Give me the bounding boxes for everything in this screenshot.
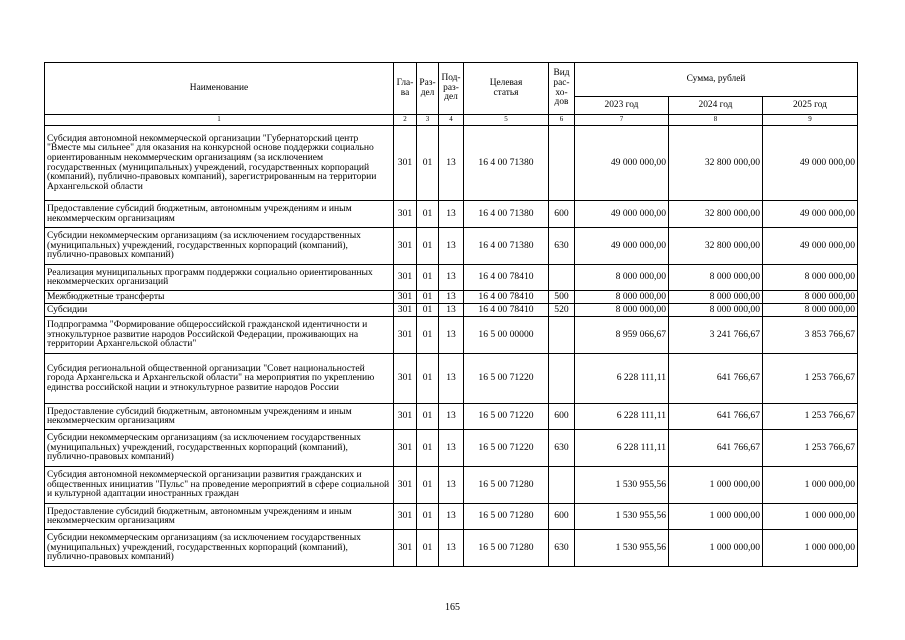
row-sum-2023: 8 959 066,67 xyxy=(575,316,669,353)
row-glava: 301 xyxy=(394,290,417,303)
row-sum-2025: 49 000 000,00 xyxy=(763,125,858,200)
row-name: Субсидия автономной некоммерческой организации развития гражданских и общественных инициатив "Пульс" на проведение мероприятий в сфере социальной и культурной адаптации иностранных граждан xyxy=(45,466,394,503)
row-podrazdel: 13 xyxy=(439,200,464,227)
row-vid-rashodov xyxy=(549,466,575,503)
column-number: 4 xyxy=(439,115,464,126)
table-row xyxy=(45,529,858,566)
row-razdel: 01 xyxy=(417,503,439,529)
row-celevaya-statya: 16 5 00 71220 xyxy=(464,429,549,466)
row-glava: 301 xyxy=(394,264,417,290)
header-summa: Сумма, рублей xyxy=(575,63,858,97)
row-celevaya-statya: 16 5 00 71280 xyxy=(464,466,549,503)
row-glava: 301 xyxy=(394,316,417,353)
budget-table xyxy=(44,62,858,567)
row-sum-2024: 32 800 000,00 xyxy=(669,227,763,264)
row-sum-2025: 8 000 000,00 xyxy=(763,303,858,316)
row-name: Межбюджетные трансферты xyxy=(45,290,394,303)
row-sum-2023: 1 530 955,56 xyxy=(575,503,669,529)
row-sum-2023: 1 530 955,56 xyxy=(575,529,669,566)
row-razdel: 01 xyxy=(417,529,439,566)
header-razdel: Раз- дел xyxy=(417,63,439,115)
row-glava: 301 xyxy=(394,227,417,264)
column-number: 7 xyxy=(575,115,669,126)
row-razdel: 01 xyxy=(417,353,439,403)
row-podrazdel: 13 xyxy=(439,503,464,529)
table-row xyxy=(45,303,858,316)
row-podrazdel: 13 xyxy=(439,125,464,200)
table-row xyxy=(45,316,858,353)
table-row xyxy=(45,125,858,200)
row-razdel: 01 xyxy=(417,264,439,290)
header-name: Наименование xyxy=(45,63,394,115)
row-sum-2023: 6 228 111,11 xyxy=(575,403,669,429)
table-row xyxy=(45,429,858,466)
header-podrazdel: Под- раз- дел xyxy=(439,63,464,115)
row-razdel: 01 xyxy=(417,403,439,429)
row-name: Субсидия автономной некоммерческой организации "Губернаторский центр "Вместе мы сильнее" для оказания на конкурсной основе поддержки социально ориентированным некоммерческим организациям (за исключением государственных (муниципальных) учреждений, государственных корпораций (компаний), публично-правовых компаний), зарегистрированным на территории Архангельской области xyxy=(45,125,394,200)
row-name: Реализация муниципальных программ поддержки социально ориентированных некоммерческих организаций xyxy=(45,264,394,290)
row-sum-2024: 1 000 000,00 xyxy=(669,503,763,529)
row-sum-2023: 6 228 111,11 xyxy=(575,429,669,466)
row-sum-2023: 8 000 000,00 xyxy=(575,303,669,316)
header-year-2023: 2023 год xyxy=(575,97,669,115)
row-vid-rashodov: 630 xyxy=(549,429,575,466)
row-celevaya-statya: 16 5 00 71280 xyxy=(464,529,549,566)
row-glava: 301 xyxy=(394,403,417,429)
row-sum-2023: 6 228 111,11 xyxy=(575,353,669,403)
table-row xyxy=(45,227,858,264)
row-celevaya-statya: 16 4 00 71380 xyxy=(464,125,549,200)
row-razdel: 01 xyxy=(417,200,439,227)
row-sum-2025: 1 000 000,00 xyxy=(763,503,858,529)
table-row xyxy=(45,403,858,429)
row-podrazdel: 13 xyxy=(439,353,464,403)
row-podrazdel: 13 xyxy=(439,316,464,353)
row-sum-2024: 8 000 000,00 xyxy=(669,303,763,316)
row-sum-2023: 49 000 000,00 xyxy=(575,125,669,200)
row-razdel: 01 xyxy=(417,466,439,503)
row-glava: 301 xyxy=(394,353,417,403)
row-name: Подпрограмма "Формирование общероссийской гражданской идентичности и этнокультурное развитие народов Российской Федерации, проживающих на территории Архангельской области" xyxy=(45,316,394,353)
row-vid-rashodov: 600 xyxy=(549,503,575,529)
column-number: 1 xyxy=(45,115,394,126)
row-sum-2025: 49 000 000,00 xyxy=(763,200,858,227)
row-glava: 301 xyxy=(394,429,417,466)
row-sum-2023: 1 530 955,56 xyxy=(575,466,669,503)
row-celevaya-statya: 16 4 00 71380 xyxy=(464,200,549,227)
row-sum-2024: 641 766,67 xyxy=(669,403,763,429)
row-name: Субсидия региональной общественной организации "Совет национальностей города Архангельска и Архангельской области" на мероприятия по укреплению единства российской нации и этнокультурное развитие народов России xyxy=(45,353,394,403)
row-vid-rashodov: 630 xyxy=(549,227,575,264)
column-number-row xyxy=(45,115,858,126)
row-vid-rashodov: 520 xyxy=(549,303,575,316)
row-sum-2025: 1 253 766,67 xyxy=(763,429,858,466)
row-vid-rashodov: 630 xyxy=(549,529,575,566)
row-glava: 301 xyxy=(394,529,417,566)
row-podrazdel: 13 xyxy=(439,290,464,303)
row-celevaya-statya: 16 5 00 71280 xyxy=(464,503,549,529)
table-row xyxy=(45,353,858,403)
row-vid-rashodov: 600 xyxy=(549,200,575,227)
row-podrazdel: 13 xyxy=(439,429,464,466)
row-celevaya-statya: 16 5 00 00000 xyxy=(464,316,549,353)
row-podrazdel: 13 xyxy=(439,227,464,264)
table-row xyxy=(45,290,858,303)
row-sum-2025: 49 000 000,00 xyxy=(763,227,858,264)
header-vid-rashodov: Вид рас- хо- дов xyxy=(549,63,575,115)
table-row xyxy=(45,200,858,227)
table-row xyxy=(45,466,858,503)
row-vid-rashodov: 600 xyxy=(549,403,575,429)
row-sum-2025: 1 000 000,00 xyxy=(763,466,858,503)
column-number: 9 xyxy=(763,115,858,126)
column-number: 2 xyxy=(394,115,417,126)
column-number: 5 xyxy=(464,115,549,126)
row-podrazdel: 13 xyxy=(439,466,464,503)
table-row xyxy=(45,264,858,290)
row-celevaya-statya: 16 4 00 78410 xyxy=(464,264,549,290)
row-glava: 301 xyxy=(394,466,417,503)
row-sum-2024: 1 000 000,00 xyxy=(669,529,763,566)
column-number: 6 xyxy=(549,115,575,126)
row-glava: 301 xyxy=(394,303,417,316)
row-glava: 301 xyxy=(394,503,417,529)
row-sum-2025: 1 253 766,67 xyxy=(763,353,858,403)
header-glava: Гла- ва xyxy=(394,63,417,115)
row-sum-2023: 49 000 000,00 xyxy=(575,227,669,264)
row-sum-2024: 1 000 000,00 xyxy=(669,466,763,503)
row-vid-rashodov: 500 xyxy=(549,290,575,303)
row-sum-2025: 3 853 766,67 xyxy=(763,316,858,353)
row-razdel: 01 xyxy=(417,227,439,264)
row-sum-2024: 641 766,67 xyxy=(669,429,763,466)
header-year-2025: 2025 год xyxy=(763,97,858,115)
row-razdel: 01 xyxy=(417,303,439,316)
row-name: Субсидии xyxy=(45,303,394,316)
row-vid-rashodov xyxy=(549,125,575,200)
row-podrazdel: 13 xyxy=(439,529,464,566)
row-name: Субсидии некоммерческим организациям (за исключением государственных (муниципальных) учреждений, государственных корпораций (компаний), публично-правовых компаний) xyxy=(45,227,394,264)
row-glava: 301 xyxy=(394,125,417,200)
row-sum-2024: 8 000 000,00 xyxy=(669,290,763,303)
row-sum-2025: 1 000 000,00 xyxy=(763,529,858,566)
row-celevaya-statya: 16 4 00 78410 xyxy=(464,303,549,316)
row-sum-2025: 8 000 000,00 xyxy=(763,290,858,303)
row-razdel: 01 xyxy=(417,429,439,466)
row-sum-2024: 32 800 000,00 xyxy=(669,125,763,200)
row-sum-2024: 8 000 000,00 xyxy=(669,264,763,290)
row-celevaya-statya: 16 4 00 71380 xyxy=(464,227,549,264)
row-podrazdel: 13 xyxy=(439,403,464,429)
row-celevaya-statya: 16 4 00 78410 xyxy=(464,290,549,303)
row-name: Предоставление субсидий бюджетным, автономным учреждениям и иным некоммерческим организациям xyxy=(45,403,394,429)
row-sum-2025: 8 000 000,00 xyxy=(763,264,858,290)
row-sum-2023: 8 000 000,00 xyxy=(575,290,669,303)
row-name: Субсидии некоммерческим организациям (за исключением государственных (муниципальных) учреждений, государственных корпораций (компаний), публично-правовых компаний) xyxy=(45,429,394,466)
column-number: 3 xyxy=(417,115,439,126)
row-sum-2024: 641 766,67 xyxy=(669,353,763,403)
row-sum-2024: 3 241 766,67 xyxy=(669,316,763,353)
row-podrazdel: 13 xyxy=(439,264,464,290)
header-celevaya-statya: Целевая статья xyxy=(464,63,549,115)
row-razdel: 01 xyxy=(417,290,439,303)
row-sum-2023: 49 000 000,00 xyxy=(575,200,669,227)
row-celevaya-statya: 16 5 00 71220 xyxy=(464,353,549,403)
table-row xyxy=(45,503,858,529)
row-celevaya-statya: 16 5 00 71220 xyxy=(464,403,549,429)
row-sum-2025: 1 253 766,67 xyxy=(763,403,858,429)
row-vid-rashodov xyxy=(549,264,575,290)
row-name: Субсидии некоммерческим организациям (за исключением государственных (муниципальных) учреждений, государственных корпораций (компаний), публично-правовых компаний) xyxy=(45,529,394,566)
row-razdel: 01 xyxy=(417,316,439,353)
row-sum-2023: 8 000 000,00 xyxy=(575,264,669,290)
row-glava: 301 xyxy=(394,200,417,227)
row-sum-2024: 32 800 000,00 xyxy=(669,200,763,227)
page-number: 165 xyxy=(445,602,460,613)
row-razdel: 01 xyxy=(417,125,439,200)
row-vid-rashodov xyxy=(549,316,575,353)
header-year-2024: 2024 год xyxy=(669,97,763,115)
row-podrazdel: 13 xyxy=(439,303,464,316)
column-number: 8 xyxy=(669,115,763,126)
row-name: Предоставление субсидий бюджетным, автономным учреждениям и иным некоммерческим организациям xyxy=(45,503,394,529)
row-name: Предоставление субсидий бюджетным, автономным учреждениям и иным некоммерческим организациям xyxy=(45,200,394,227)
row-vid-rashodov xyxy=(549,353,575,403)
